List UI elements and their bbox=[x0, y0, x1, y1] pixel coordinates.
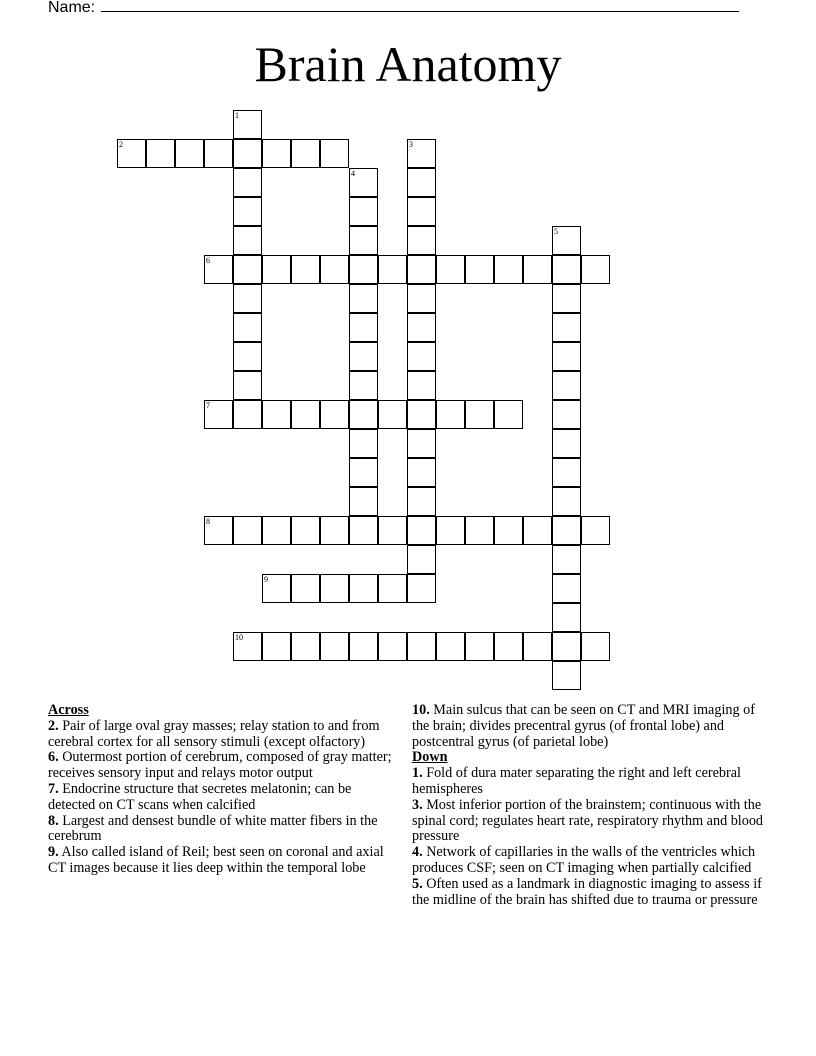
crossword-cell[interactable] bbox=[349, 487, 378, 516]
clue-number: 6. bbox=[48, 749, 59, 766]
crossword-cell[interactable] bbox=[436, 516, 465, 545]
crossword-cell[interactable] bbox=[552, 487, 581, 516]
clue-text: Largest and densest bundle of white matter fibers in the cerebrum bbox=[48, 812, 378, 845]
crossword-cell[interactable] bbox=[552, 284, 581, 313]
crossword-cell[interactable] bbox=[407, 255, 436, 284]
crossword-cell[interactable] bbox=[552, 371, 581, 400]
crossword-cell[interactable] bbox=[407, 226, 436, 255]
crossword-cell[interactable] bbox=[552, 342, 581, 371]
cell-number: 8 bbox=[206, 517, 210, 526]
crossword-cell[interactable] bbox=[552, 313, 581, 342]
crossword-cell[interactable] bbox=[407, 139, 436, 168]
cell-number: 1 bbox=[235, 111, 239, 120]
crossword-cell[interactable] bbox=[204, 516, 233, 545]
clue-across-10 bbox=[412, 703, 764, 750]
across-clue-list bbox=[48, 719, 400, 877]
page-title: Brain Anatomy bbox=[254, 36, 562, 92]
crossword-cell[interactable] bbox=[407, 284, 436, 313]
clue-down-4 bbox=[412, 845, 764, 877]
crossword-cell[interactable] bbox=[436, 400, 465, 429]
crossword-cell[interactable] bbox=[349, 371, 378, 400]
crossword-cell[interactable] bbox=[465, 400, 494, 429]
crossword-cell[interactable] bbox=[349, 400, 378, 429]
crossword-cell[interactable] bbox=[494, 516, 523, 545]
crossword-cell[interactable] bbox=[117, 139, 146, 168]
crossword-cell[interactable] bbox=[552, 545, 581, 574]
crossword-cell[interactable] bbox=[291, 400, 320, 429]
cell-number: 6 bbox=[206, 256, 210, 265]
clue-text: Pair of large oval gray masses; relay station to and from cerebral cortex for all sensory stimuli (except olfactory) bbox=[48, 717, 380, 750]
crossword-cell[interactable] bbox=[552, 574, 581, 603]
across-heading: Across bbox=[48, 702, 89, 718]
crossword-cell[interactable] bbox=[378, 516, 407, 545]
crossword-cell[interactable] bbox=[320, 400, 349, 429]
crossword-cell[interactable] bbox=[349, 197, 378, 226]
crossword-cell[interactable] bbox=[407, 168, 436, 197]
crossword-cell[interactable] bbox=[233, 255, 262, 284]
crossword-cell[interactable] bbox=[407, 313, 436, 342]
crossword-cell[interactable] bbox=[291, 255, 320, 284]
clue-text: Also called island of Reil; best seen on coronal and axial CT images because it lies deep within the temporal lobe bbox=[48, 844, 384, 876]
crossword-cell[interactable] bbox=[552, 516, 581, 545]
crossword-cell[interactable] bbox=[349, 284, 378, 313]
cell-number: 3 bbox=[409, 140, 413, 149]
cell-number: 7 bbox=[206, 401, 210, 410]
crossword-cell[interactable] bbox=[233, 342, 262, 371]
crossword-cell[interactable] bbox=[262, 574, 291, 603]
crossword-cell[interactable] bbox=[407, 574, 436, 603]
clue-text: Main sulcus that can be seen on CT and MRI imaging of the brain; divides precentral gyrus (of frontal lobe) and postcentral gyrus (of parietal lobe) bbox=[412, 702, 755, 750]
clue-number: 8. bbox=[48, 812, 59, 829]
crossword-cell[interactable] bbox=[407, 487, 436, 516]
crossword-cell[interactable] bbox=[291, 139, 320, 168]
crossword-cell[interactable] bbox=[349, 168, 378, 197]
clue-across-7 bbox=[48, 782, 400, 814]
crossword-cell[interactable] bbox=[523, 516, 552, 545]
crossword-cell[interactable] bbox=[407, 371, 436, 400]
down-clue-list bbox=[412, 766, 764, 908]
clue-text: Endocrine structure that secretes melatonin; can be detected on CT scans when calcified bbox=[48, 780, 352, 813]
crossword-cell[interactable] bbox=[291, 632, 320, 661]
crossword-cell[interactable] bbox=[320, 574, 349, 603]
crossword-cell[interactable] bbox=[378, 574, 407, 603]
crossword-cell[interactable] bbox=[494, 400, 523, 429]
crossword-cell[interactable] bbox=[465, 632, 494, 661]
crossword-cell[interactable] bbox=[349, 313, 378, 342]
crossword-cell[interactable] bbox=[349, 255, 378, 284]
clue-down-3 bbox=[412, 798, 764, 845]
crossword-cell[interactable] bbox=[320, 255, 349, 284]
crossword-cell[interactable] bbox=[233, 197, 262, 226]
crossword-cell[interactable] bbox=[262, 516, 291, 545]
crossword-cell[interactable] bbox=[262, 139, 291, 168]
crossword-cell[interactable] bbox=[320, 516, 349, 545]
crossword-cell[interactable] bbox=[552, 400, 581, 429]
crossword-cell[interactable] bbox=[320, 139, 349, 168]
crossword-cell[interactable] bbox=[204, 139, 233, 168]
crossword-cell[interactable] bbox=[233, 168, 262, 197]
clue-text: Often used as a landmark in diagnostic imaging to assess if the midline of the brain has shifted due to trauma or pressure bbox=[412, 875, 762, 908]
crossword-cell[interactable] bbox=[204, 400, 233, 429]
cell-number: 4 bbox=[351, 169, 355, 178]
crossword-cell[interactable] bbox=[204, 255, 233, 284]
cell-number: 2 bbox=[119, 140, 123, 149]
crossword-cell[interactable] bbox=[233, 313, 262, 342]
crossword-cell[interactable] bbox=[291, 574, 320, 603]
crossword-cell[interactable] bbox=[378, 255, 407, 284]
crossword-cell[interactable] bbox=[349, 429, 378, 458]
crossword-cell[interactable] bbox=[581, 255, 610, 284]
crossword-cell[interactable] bbox=[523, 255, 552, 284]
crossword-cell[interactable] bbox=[349, 226, 378, 255]
clue-number: 7. bbox=[48, 780, 59, 797]
clue-number: 9. bbox=[48, 844, 59, 861]
crossword-cell[interactable] bbox=[552, 661, 581, 690]
crossword-cell[interactable] bbox=[552, 458, 581, 487]
clue-down-1 bbox=[412, 766, 764, 798]
crossword-cell[interactable] bbox=[407, 458, 436, 487]
clue-across-2 bbox=[48, 719, 400, 751]
crossword-cell[interactable] bbox=[436, 632, 465, 661]
crossword-cell[interactable] bbox=[407, 545, 436, 574]
clue-number: 2. bbox=[48, 717, 59, 734]
crossword-cell[interactable] bbox=[552, 226, 581, 255]
cell-number: 9 bbox=[264, 575, 268, 584]
crossword-cell[interactable] bbox=[233, 516, 262, 545]
clues-column-right bbox=[412, 703, 764, 908]
crossword-cell[interactable] bbox=[349, 516, 378, 545]
crossword-cell[interactable] bbox=[349, 574, 378, 603]
clue-number: 1. bbox=[412, 765, 423, 782]
clue-number: 3. bbox=[412, 796, 423, 813]
crossword-cell[interactable] bbox=[233, 284, 262, 313]
clue-text: Fold of dura mater separating the right and left cerebral hemispheres bbox=[412, 765, 741, 797]
crossword-cell[interactable] bbox=[465, 516, 494, 545]
crossword-cell[interactable] bbox=[581, 632, 610, 661]
crossword-cell[interactable] bbox=[349, 342, 378, 371]
clues-column-left bbox=[48, 703, 400, 877]
crossword-cell[interactable] bbox=[552, 632, 581, 661]
crossword-cell[interactable] bbox=[581, 516, 610, 545]
crossword-cell[interactable] bbox=[233, 400, 262, 429]
clue-across-9 bbox=[48, 845, 400, 877]
crossword-cell[interactable] bbox=[552, 429, 581, 458]
crossword-cell[interactable] bbox=[233, 139, 262, 168]
crossword-cell[interactable] bbox=[146, 139, 175, 168]
crossword-cell[interactable] bbox=[262, 400, 291, 429]
crossword-cell[interactable] bbox=[320, 632, 349, 661]
crossword-cell[interactable] bbox=[233, 226, 262, 255]
clue-across-6 bbox=[48, 750, 400, 782]
crossword-cell[interactable] bbox=[407, 632, 436, 661]
crossword-cell[interactable] bbox=[523, 632, 552, 661]
crossword-cell[interactable] bbox=[378, 400, 407, 429]
crossword-cell[interactable] bbox=[262, 255, 291, 284]
cell-number: 5 bbox=[554, 227, 558, 236]
clue-down-5 bbox=[412, 877, 764, 909]
clue-number: 4. bbox=[412, 844, 423, 861]
crossword-cell[interactable] bbox=[552, 603, 581, 632]
crossword-cell[interactable] bbox=[465, 255, 494, 284]
crossword-cell[interactable] bbox=[175, 139, 204, 168]
crossword-cell[interactable] bbox=[349, 458, 378, 487]
clue-text: Outermost portion of cerebrum, composed of gray matter; receives sensory input and relays motor output bbox=[48, 749, 392, 782]
clue-number: 10. bbox=[412, 702, 430, 718]
clue-across-8 bbox=[48, 814, 400, 846]
crossword-cell[interactable] bbox=[233, 371, 262, 400]
down-heading: Down bbox=[412, 749, 448, 766]
crossword-cell[interactable] bbox=[407, 400, 436, 429]
clue-text: Network of capillaries in the walls of the ventricles which produces CSF; seen on CT imaging when partially calcified bbox=[412, 844, 756, 876]
crossword-cell[interactable] bbox=[233, 110, 262, 139]
crossword-cell[interactable] bbox=[407, 516, 436, 545]
crossword-cell[interactable] bbox=[262, 632, 291, 661]
crossword-cell[interactable] bbox=[349, 632, 378, 661]
clue-text: Most inferior portion of the brainstem; continuous with the spinal cord; regulates heart rate, respiratory rhythm and blood pressure bbox=[412, 796, 764, 845]
crossword-cell[interactable] bbox=[378, 632, 407, 661]
clue-number: 5. bbox=[412, 875, 423, 892]
name-label: Name: bbox=[48, 0, 96, 16]
crossword-cell[interactable] bbox=[407, 429, 436, 458]
crossword-cell[interactable] bbox=[407, 197, 436, 226]
crossword-cell[interactable] bbox=[552, 255, 581, 284]
crossword-cell[interactable] bbox=[233, 632, 262, 661]
crossword-cell[interactable] bbox=[291, 516, 320, 545]
crossword-cell[interactable] bbox=[494, 255, 523, 284]
cell-number: 10 bbox=[235, 633, 243, 642]
crossword-cell[interactable] bbox=[407, 342, 436, 371]
crossword-cell[interactable] bbox=[436, 255, 465, 284]
crossword-cell[interactable] bbox=[494, 632, 523, 661]
